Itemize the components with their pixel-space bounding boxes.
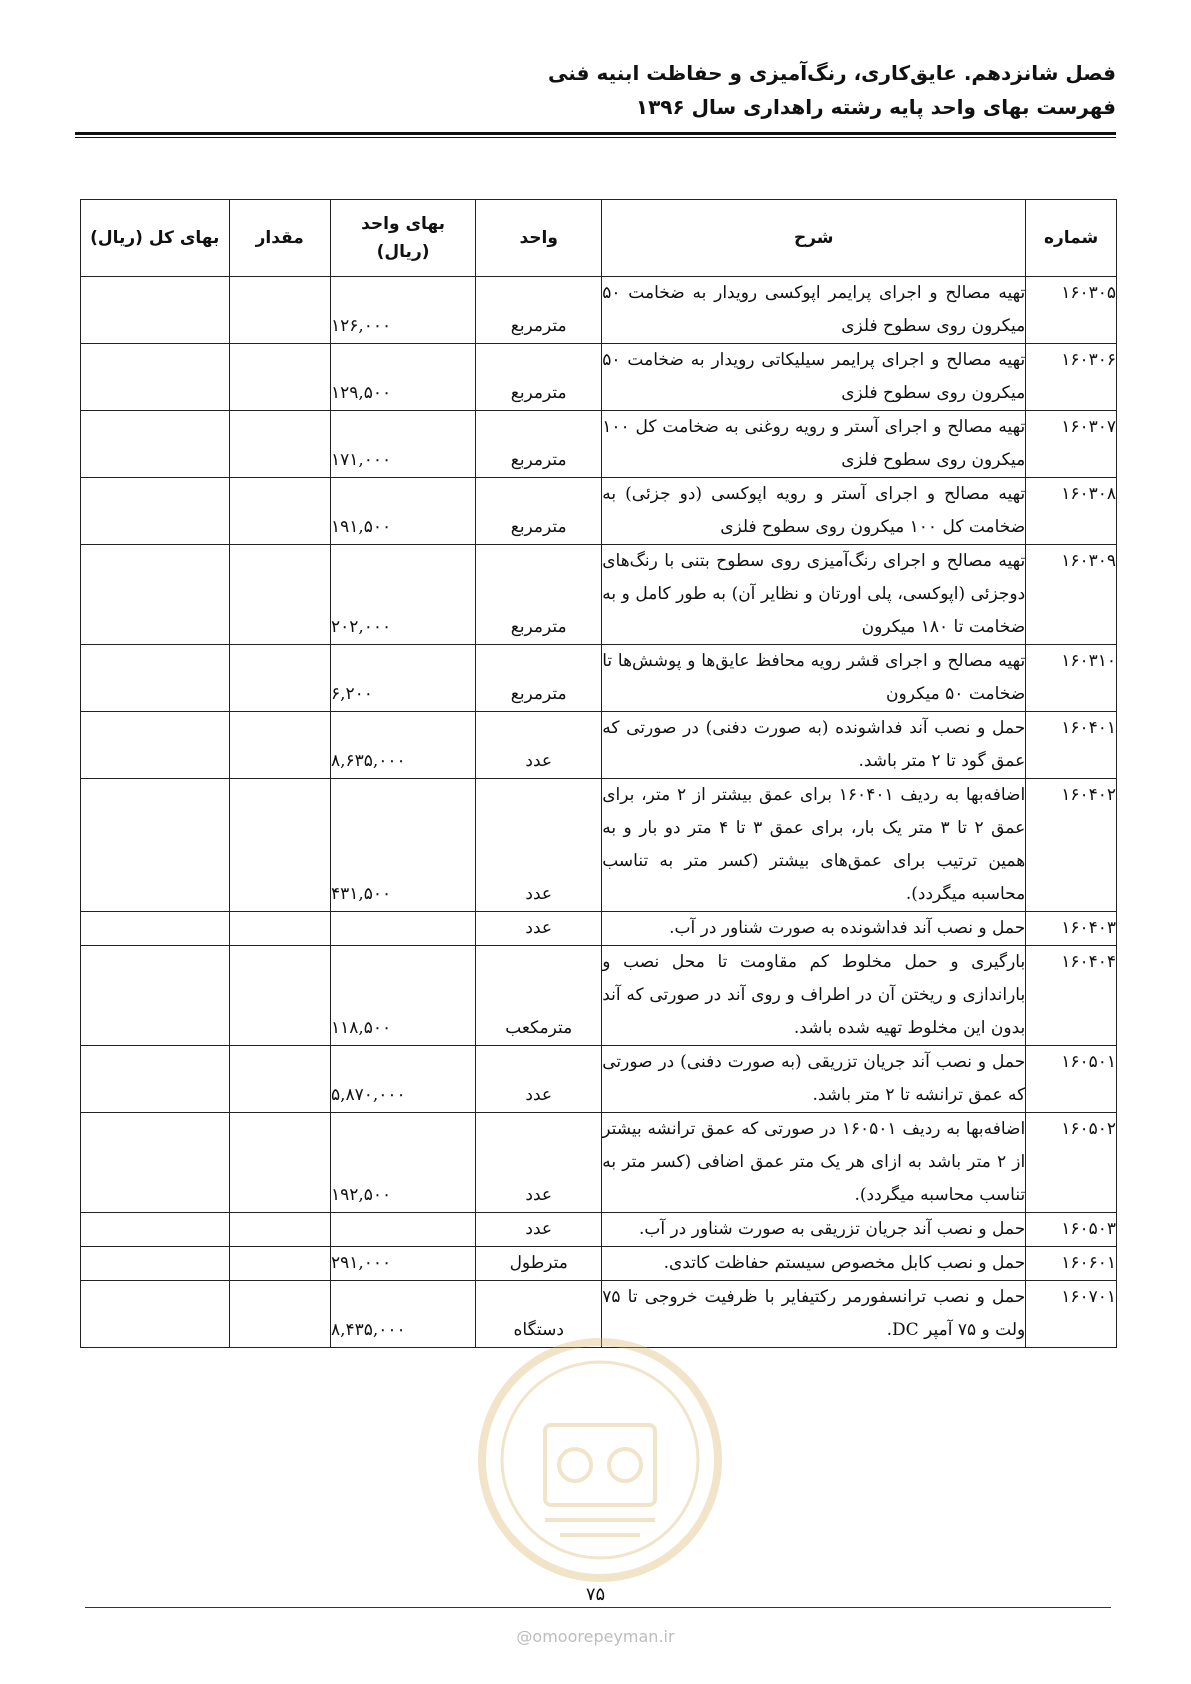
- table-row: [81, 712, 1117, 779]
- row-qty: [229, 411, 330, 478]
- table-row: [81, 1213, 1117, 1247]
- row-code: ۱۶۰۴۰۴: [1026, 946, 1117, 1046]
- row-total: [81, 1281, 230, 1348]
- col-header-code: شماره: [1026, 200, 1117, 277]
- row-qty: [229, 946, 330, 1046]
- table-row: [81, 946, 1117, 1046]
- table-row: [81, 912, 1117, 946]
- price-table: [80, 199, 1117, 1348]
- row-unit-price: ۸,۴۳۵,۰۰۰: [330, 1281, 475, 1348]
- row-unit: مترمربع: [476, 645, 602, 712]
- table-row: [81, 1281, 1117, 1348]
- col-header-unit-price-currency: (ریال): [376, 242, 430, 262]
- row-unit: عدد: [476, 1213, 602, 1247]
- table-row: [81, 478, 1117, 545]
- col-header-unit-price-title: بهای واحد: [361, 214, 446, 234]
- row-unit-price: ۱۷۱,۰۰۰: [330, 411, 475, 478]
- col-header-desc: شرح: [602, 200, 1026, 277]
- chapter-title: فصل شانزدهم. عایق‌کاری، رنگ‌آمیزی و حفاظت ابنیه فنی: [548, 61, 1116, 85]
- row-unit-price: ۸,۶۳۵,۰۰۰: [330, 712, 475, 779]
- row-unit-price: ۱۱۸,۵۰۰: [330, 946, 475, 1046]
- table-row: [81, 779, 1117, 912]
- row-description: حمل و نصب آند فداشونده (به صورت دفنی) در صورتی که عمق گود تا ۲ متر باشد.: [602, 712, 1026, 779]
- row-unit-price: ۴۳۱,۵۰۰: [330, 779, 475, 912]
- row-unit: دستگاه: [476, 1281, 602, 1348]
- col-header-qty: مقدار: [229, 200, 330, 277]
- row-qty: [229, 1213, 330, 1247]
- row-unit: مترطول: [476, 1247, 602, 1281]
- list-title: فهرست بهای واحد پایه رشته راهداری سال ۱۳۹۶: [635, 95, 1116, 119]
- row-unit-price: ۱۹۱,۵۰۰: [330, 478, 475, 545]
- row-unit: مترمکعب: [476, 946, 602, 1046]
- table-row: [81, 1247, 1117, 1281]
- row-code: ۱۶۰۳۰۷: [1026, 411, 1117, 478]
- row-qty: [229, 912, 330, 946]
- row-unit: عدد: [476, 712, 602, 779]
- row-code: ۱۶۰۳۰۵: [1026, 277, 1117, 344]
- row-total: [81, 1113, 230, 1213]
- watermark-seal-icon: [475, 1330, 725, 1590]
- row-unit-price: ۵,۸۷۰,۰۰۰: [330, 1046, 475, 1113]
- row-description: حمل و نصب کابل مخصوص سیستم حفاظت کاتدی.: [602, 1247, 1026, 1281]
- table-row: [81, 545, 1117, 645]
- row-code: ۱۶۰۳۰۹: [1026, 545, 1117, 645]
- row-unit: مترمربع: [476, 545, 602, 645]
- row-code: ۱۶۰۶۰۱: [1026, 1247, 1117, 1281]
- row-total: [81, 645, 230, 712]
- row-total: [81, 277, 230, 344]
- row-code: ۱۶۰۳۱۰: [1026, 645, 1117, 712]
- table-row: [81, 1046, 1117, 1113]
- table-row: [81, 411, 1117, 478]
- row-unit: عدد: [476, 1046, 602, 1113]
- row-description: تهیه مصالح و اجرای قشر رویه محافظ عایق‌ها و پوشش‌ها تا ضخامت ۵۰ میکرون: [602, 645, 1026, 712]
- row-total: [81, 411, 230, 478]
- row-unit: مترمربع: [476, 478, 602, 545]
- row-total: [81, 1046, 230, 1113]
- row-unit: مترمربع: [476, 277, 602, 344]
- row-description: اضافه‌بها به ردیف ۱۶۰۴۰۱ برای عمق بیشتر از ۲ متر، برای عمق ۲ تا ۳ متر یک بار، برای عمق ۳ تا ۴ متر دو بار و به همین ترتیب برای عمق‌های بیشتر (کسر متر به تناسب محاسبه میگردد).: [602, 779, 1026, 912]
- row-qty: [229, 277, 330, 344]
- row-description: اضافه‌بها به ردیف ۱۶۰۵۰۱ در صورتی که عمق ترانشه بیشتر از ۲ متر باشد به ازای هر یک متر عمق اضافی (کسر متر به تناسب محاسبه میگردد).: [602, 1113, 1026, 1213]
- col-header-total: بهای کل (ریال): [81, 200, 230, 277]
- row-code: ۱۶۰۷۰۱: [1026, 1281, 1117, 1348]
- row-description: تهیه مصالح و اجرای آستر و رویه روغنی به ضخامت کل ۱۰۰ میکرون روی سطوح فلزی: [602, 411, 1026, 478]
- row-code: ۱۶۰۵۰۳: [1026, 1213, 1117, 1247]
- row-description: تهیه مصالح و اجرای پرایمر سیلیکاتی رویدار به ضخامت ۵۰ میکرون روی سطوح فلزی: [602, 344, 1026, 411]
- row-code: ۱۶۰۴۰۲: [1026, 779, 1117, 912]
- row-qty: [229, 478, 330, 545]
- row-qty: [229, 1281, 330, 1348]
- page-number-text: ۷۵: [580, 1584, 611, 1605]
- header-rule-thin: [75, 137, 1116, 138]
- col-header-unit-price: [330, 200, 475, 277]
- row-qty: [229, 1247, 330, 1281]
- row-code: ۱۶۰۳۰۸: [1026, 478, 1117, 545]
- row-qty: [229, 545, 330, 645]
- row-code: ۱۶۰۴۰۳: [1026, 912, 1117, 946]
- row-unit-price: ۱۲۹,۵۰۰: [330, 344, 475, 411]
- row-total: [81, 912, 230, 946]
- row-code: ۱۶۰۴۰۱: [1026, 712, 1117, 779]
- row-description: حمل و نصب آند فداشونده به صورت شناور در آب.: [602, 912, 1026, 946]
- col-header-unit: واحد: [476, 200, 602, 277]
- row-qty: [229, 779, 330, 912]
- row-description: تهیه مصالح و اجرای پرایمر اپوکسی رویدار به ضخامت ۵۰ میکرون روی سطوح فلزی: [602, 277, 1026, 344]
- footer-rule: [85, 1607, 1111, 1608]
- row-code: ۱۶۰۵۰۱: [1026, 1046, 1117, 1113]
- row-total: [81, 545, 230, 645]
- row-unit-price: ۱۹۲,۵۰۰: [330, 1113, 475, 1213]
- row-qty: [229, 1046, 330, 1113]
- row-unit: مترمربع: [476, 411, 602, 478]
- table-row: [81, 645, 1117, 712]
- row-qty: [229, 1113, 330, 1213]
- row-total: [81, 779, 230, 912]
- row-description: حمل و نصب آند جریان تزریقی به صورت شناور در آب.: [602, 1213, 1026, 1247]
- row-unit-price: ۱۲۶,۰۰۰: [330, 277, 475, 344]
- row-unit: عدد: [476, 912, 602, 946]
- row-description: تهیه مصالح و اجرای رنگ‌آمیزی روی سطوح بتنی با رنگ‌های دوجزئی (اپوکسی، پلی اورتان و نظایر آن) به طور کامل و به ضخامت تا ۱۸۰ میکرون: [602, 545, 1026, 645]
- row-code: ۱۶۰۳۰۶: [1026, 344, 1117, 411]
- row-unit-price: ۲۰۲,۰۰۰: [330, 545, 475, 645]
- row-total: [81, 712, 230, 779]
- table-row: [81, 277, 1117, 344]
- row-unit-price: [330, 912, 475, 946]
- row-code: ۱۶۰۵۰۲: [1026, 1113, 1117, 1213]
- row-total: [81, 344, 230, 411]
- row-unit: عدد: [476, 779, 602, 912]
- row-unit-price: ۶,۲۰۰: [330, 645, 475, 712]
- row-qty: [229, 344, 330, 411]
- row-description: تهیه مصالح و اجرای آستر و رویه اپوکسی (دو جزئی) به ضخامت کل ۱۰۰ میکرون روی سطوح فلزی: [602, 478, 1026, 545]
- row-total: [81, 1247, 230, 1281]
- row-qty: [229, 645, 330, 712]
- table-row: [81, 1113, 1117, 1213]
- row-qty: [229, 712, 330, 779]
- page-number: [0, 1584, 1191, 1605]
- row-unit-price: [330, 1213, 475, 1247]
- site-watermark: @omoorepeyman.ir: [516, 1627, 675, 1646]
- table-header-row: [81, 200, 1117, 277]
- row-total: [81, 1213, 230, 1247]
- row-unit: عدد: [476, 1113, 602, 1213]
- table-row: [81, 344, 1117, 411]
- page-header: [75, 56, 1116, 124]
- row-unit: مترمربع: [476, 344, 602, 411]
- row-description: حمل و نصب آند جریان تزریقی (به صورت دفنی) در صورتی که عمق ترانشه تا ۲ متر باشد.: [602, 1046, 1026, 1113]
- row-description: حمل و نصب ترانسفورمر رکتیفایر با ظرفیت خروجی تا ۷۵ ولت و ۷۵ آمپر DC.: [602, 1281, 1026, 1348]
- header-rule-thick: [75, 132, 1116, 135]
- row-unit-price: ۲۹۱,۰۰۰: [330, 1247, 475, 1281]
- row-total: [81, 946, 230, 1046]
- row-total: [81, 478, 230, 545]
- row-description: بارگیری و حمل مخلوط کم مقاومت تا محل نصب و باراندازی و ریختن آن در اطراف و روی آند در صورتی که آند بدون این مخلوط تهیه شده باشد.: [602, 946, 1026, 1046]
